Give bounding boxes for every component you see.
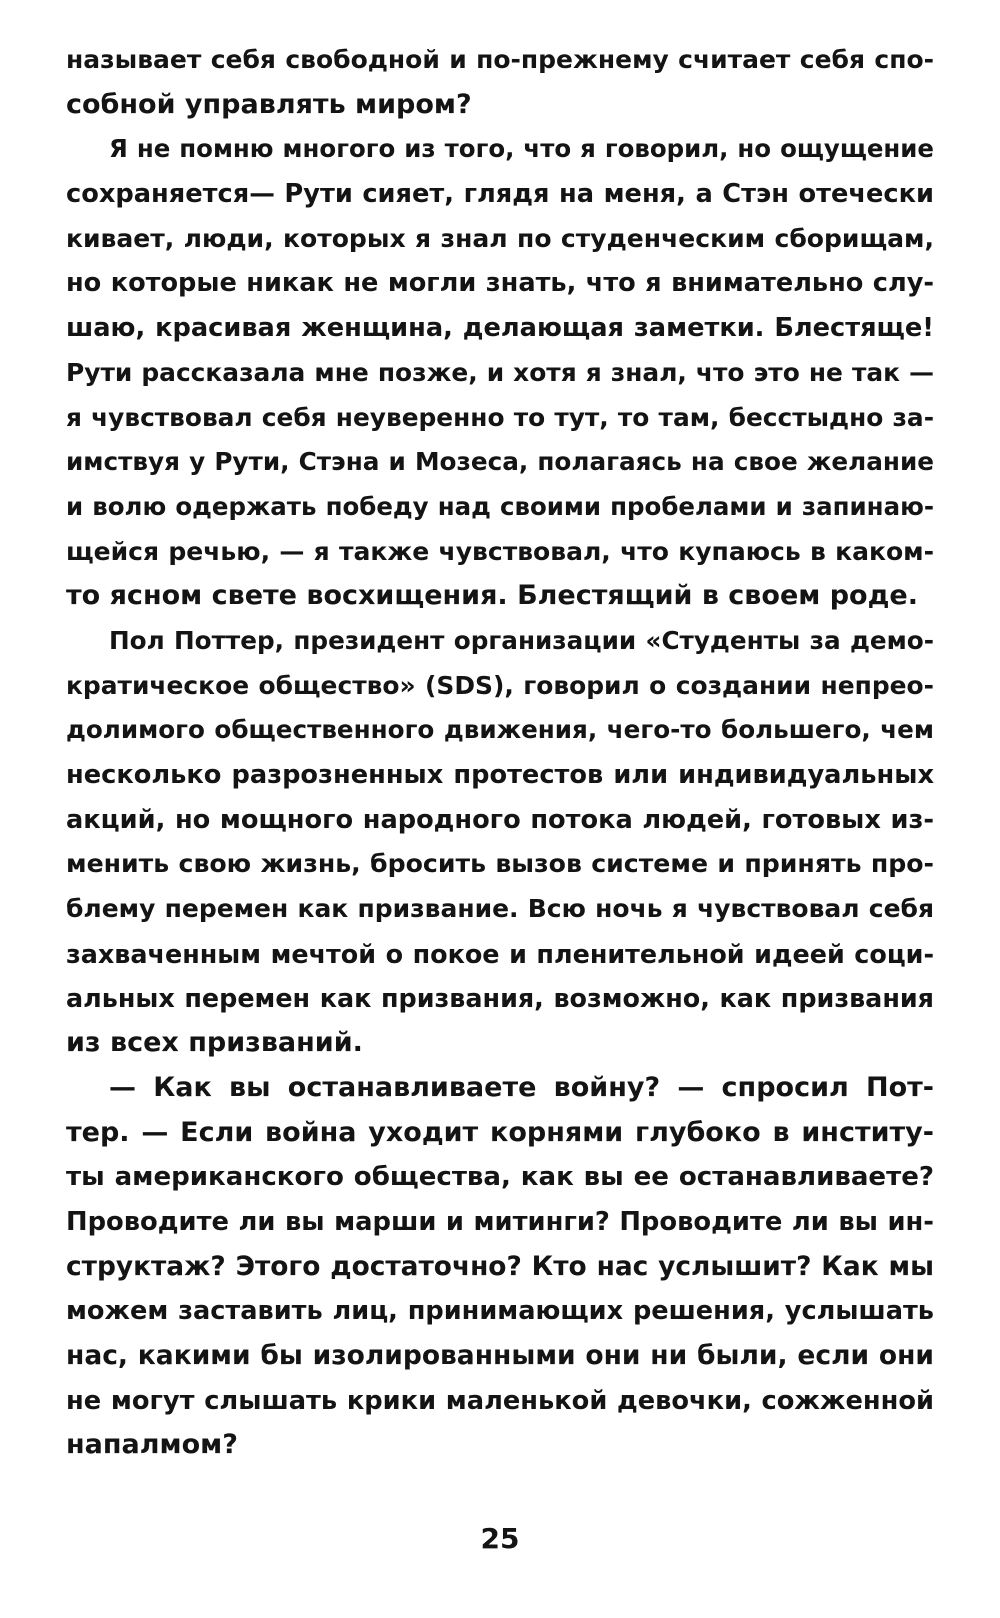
text-line: сохраняется— Рути сияет, глядя на меня, а Стэн отечески	[66, 179, 934, 210]
text-line: захваченным мечтой о покое и пленительной идеей соци-	[66, 938, 934, 969]
paragraph-1	[66, 38, 934, 127]
text-line: я чувствовал себя неуверенно то тут, то там, бесстыдно за-	[66, 402, 934, 432]
paragraph-3	[66, 619, 934, 1066]
text-line: шаю, красивая женщина, делающая заметки. Блестяще!	[66, 313, 934, 344]
text-line: Я не помню многого из того, что я говорил, но ощущение	[109, 134, 934, 164]
text-line: то ясном свете восхищения. Блестящий в своем роде.	[66, 580, 918, 612]
text-line: и волю одержать победу над своими пробелами и запинаю-	[66, 491, 934, 521]
text-line: собной управлять миром?	[66, 88, 472, 120]
text-line: напалмом?	[66, 1429, 238, 1461]
paragraph-2	[66, 127, 934, 619]
text-line: имствуя у Рути, Стэна и Мозеса, полагаясь на свое желание	[66, 447, 934, 477]
text-line: структаж? Этого достаточно? Кто нас услышит? Как мы	[66, 1250, 934, 1282]
text-line: Пол Поттер, президент организации «Студенты за демо-	[109, 625, 934, 655]
text-line: щейся речью, — я также чувствовал, что купаюсь в каком-	[66, 536, 934, 566]
text-line: акций, но мощного народного потока людей, готовых из-	[66, 804, 934, 835]
text-line: кратическое общество» (SDS), говорил о создании непрео-	[66, 670, 934, 700]
text-line: менить свою жизнь, бросить вызов системе и принять про-	[66, 849, 934, 879]
text-line: но которые никак не могли знать, что я внимательно слу-	[66, 268, 934, 299]
page-number: 25	[480, 1522, 520, 1555]
text-line: долимого общественного движения, чего-то большего, чем	[66, 715, 934, 745]
text-line: не могут слышать крики маленькой девочки, сожженной	[66, 1385, 934, 1416]
text-line: блему перемен как призвание. Всю ночь я чувствовал себя	[66, 894, 934, 924]
paragraph-4	[66, 1066, 934, 1468]
text-line: кивает, люди, которых я знал по студенческим сборищам,	[66, 223, 934, 253]
text-line: несколько разрозненных протестов или индивидуальных	[66, 760, 934, 790]
text-line: тер. — Если война уходит корнями глубоко в институ-	[66, 1116, 934, 1148]
text-line: можем заставить лиц, принимающих решения, услышать	[66, 1296, 934, 1327]
body-text	[66, 38, 934, 1468]
text-line: — Как вы останавливаете войну? — спросил Пот-	[109, 1071, 934, 1103]
text-line: Рути рассказала мне позже, и хотя я знал, что это не так —	[66, 357, 934, 387]
text-line: из всех призваний.	[66, 1027, 363, 1059]
text-line: называет себя свободной и по-прежнему считает себя спо-	[66, 45, 934, 74]
text-line: нас, какими бы изолированными они ни были, если они	[66, 1339, 934, 1371]
text-line: альных перемен как призвания, возможно, как призвания	[66, 983, 934, 1014]
text-line: Проводите ли вы марши и митинги? Проводите ли вы ин-	[66, 1206, 934, 1237]
text-line: ты американского общества, как вы ее останавливаете?	[66, 1162, 934, 1193]
